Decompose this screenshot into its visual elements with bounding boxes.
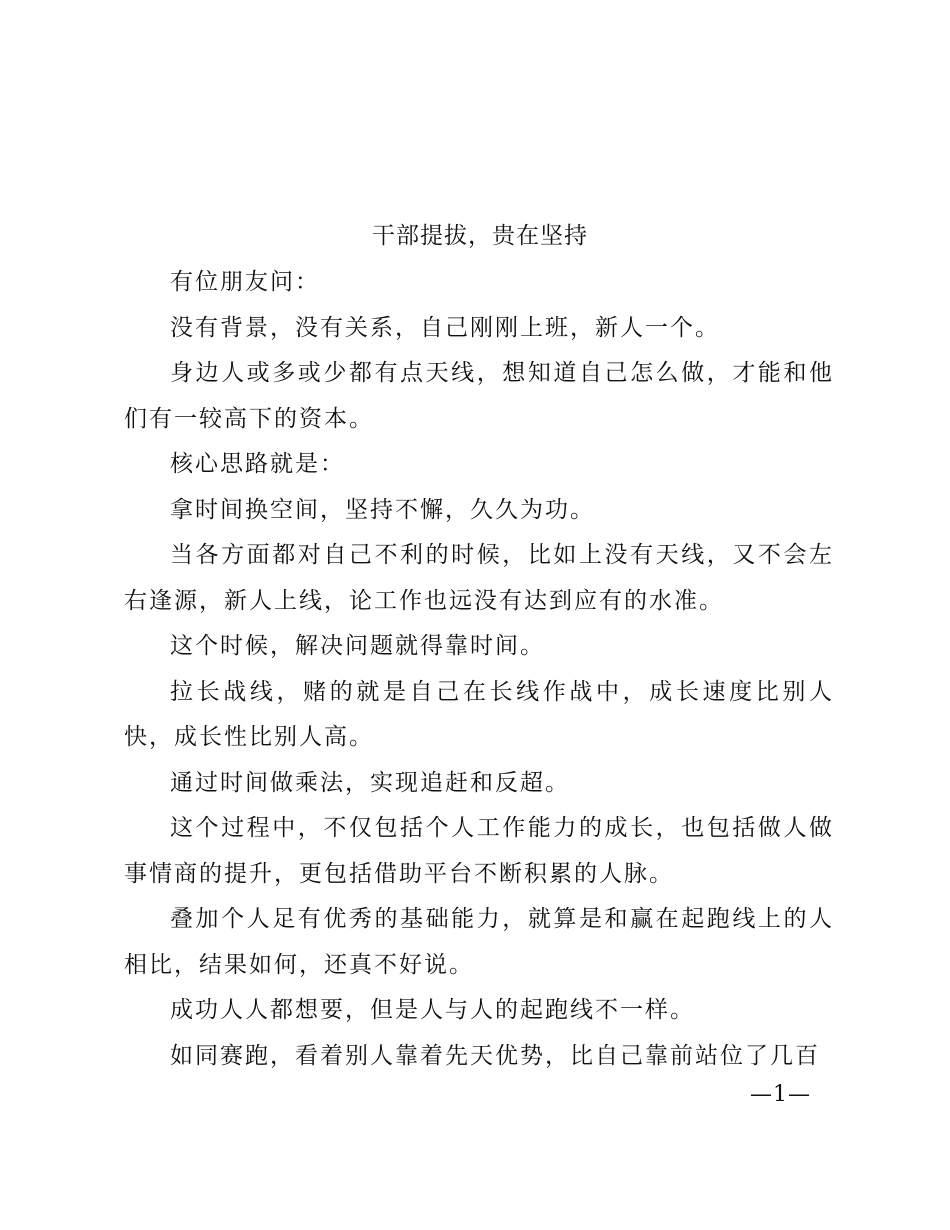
document-body [124,260,834,1079]
paragraph: 身边人或多或少都有点天线，想知道自己怎么做，才能和他们有一较高下的资本。 [124,360,834,432]
document-title: 干部提拔，贵在坚持 [372,223,588,249]
paragraph: 拿时间换空间，坚持不懈，久久为功。 [170,496,595,523]
paragraph: 如同赛跑，看着别人靠着先天优势，比自己靠前站位了几百 [170,1042,820,1069]
paragraph: 当各方面都对自己不利的时候，比如上没有天线，又不会左右逢源，新人上线，论工作也远没有达到应有的水准。 [124,542,834,614]
paragraph: 拉长战线，赌的就是自己在长线作战中，成长速度比别人快，成长性比别人高。 [124,678,834,750]
paragraph: 没有背景，没有关系，自己刚刚上班，新人一个。 [170,314,720,341]
paragraph: 成功人人都想要，但是人与人的起跑线不一样。 [170,997,695,1023]
paragraph: 这个时候，解决问题就得靠时间。 [170,633,545,659]
paragraph: 这个过程中，不仅包括个人工作能力的成长，也包括做人做事情商的提升，更包括借助平台不断积累的人脉。 [124,815,834,887]
page-number: —1— [750,1082,811,1107]
paragraph: 核心思路就是： [170,451,345,477]
paragraph: 通过时间做乘法，实现追赶和反超。 [170,769,570,796]
paragraph: 叠加个人足有优秀的基础能力，就算是和赢在起跑线上的人相比，结果如何，还真不好说。 [124,906,834,978]
paragraph: 有位朋友问： [170,269,320,295]
